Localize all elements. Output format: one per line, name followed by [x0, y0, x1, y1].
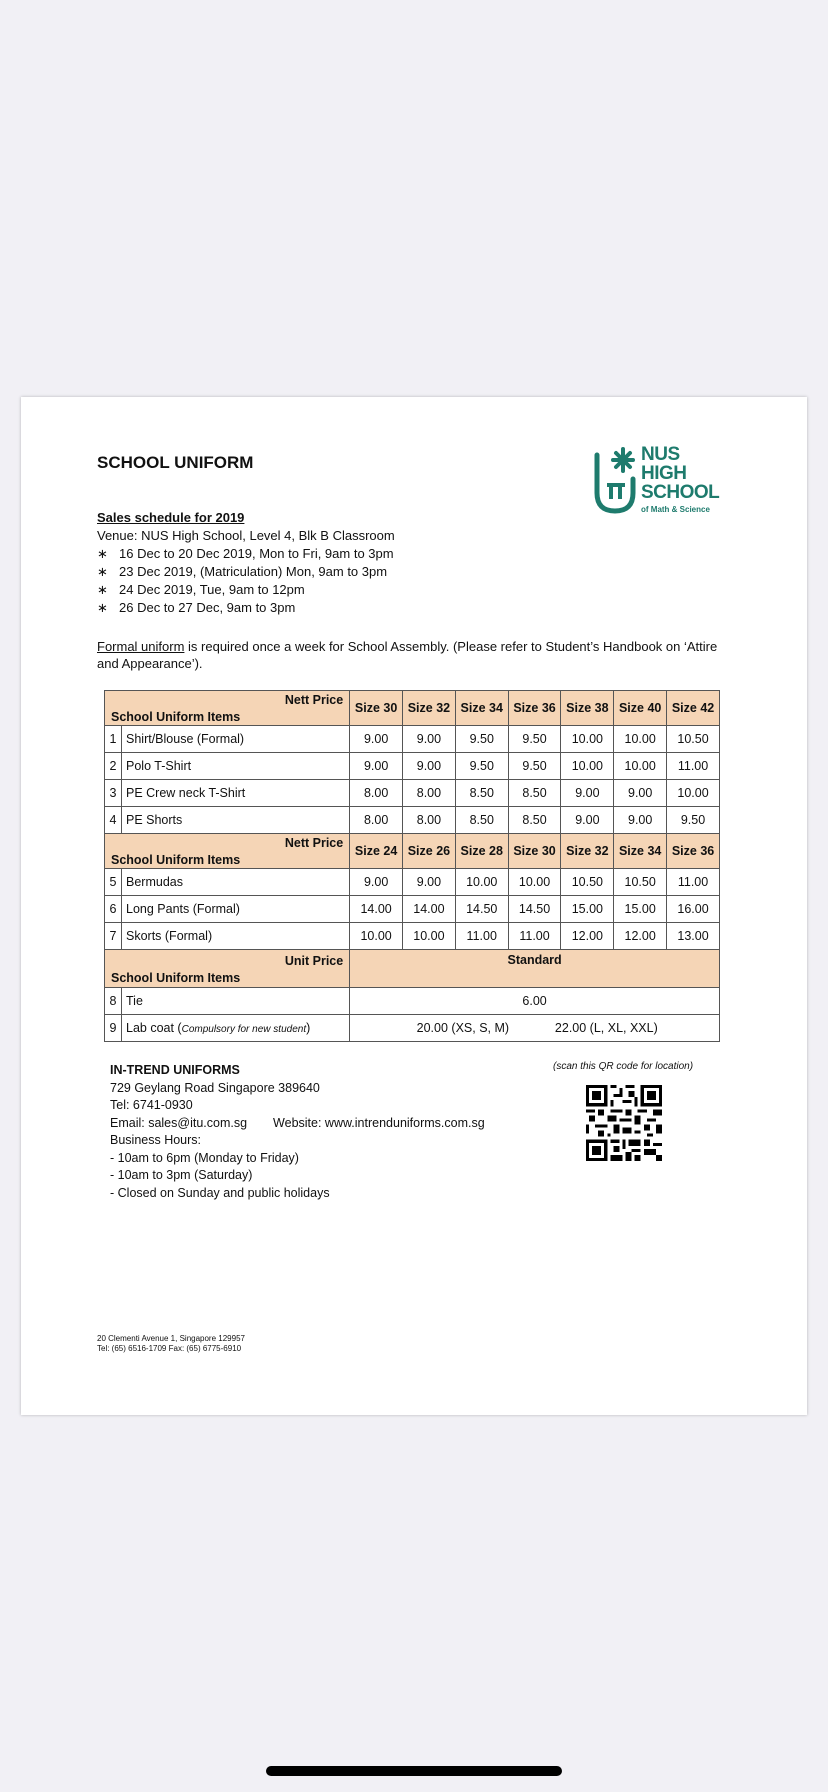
schedule-item-text: 24 Dec 2019, Tue, 9am to 12pm — [119, 582, 305, 597]
size-header: Size 32 — [403, 691, 456, 726]
row-index: 8 — [105, 988, 122, 1015]
header-label-cell — [105, 834, 350, 869]
price-cell: 9.00 — [403, 869, 456, 896]
lab-coat-price-small: 20.00 (XS, S, M) — [416, 1021, 510, 1035]
price-cell: 10.00 — [561, 726, 614, 753]
size-header: Size 42 — [667, 691, 720, 726]
size-header: Size 32 — [561, 834, 614, 869]
formal-uniform-link: Formal uniform — [97, 639, 185, 654]
lab-coat-note: Compulsory for new student — [181, 1024, 307, 1035]
size-header: Size 40 — [614, 691, 667, 726]
schedule-item-text: 16 Dec to 20 Dec 2019, Mon to Fri, 9am to 3pm — [119, 546, 394, 561]
price-cell: 10.00 — [508, 869, 561, 896]
logo-mark-icon — [593, 445, 639, 517]
table-header-row — [105, 950, 720, 988]
row-index: 6 — [105, 896, 122, 923]
logo-subtitle: of Math & Science — [641, 505, 710, 514]
item-name: Long Pants (Formal) — [122, 896, 350, 923]
row-index: 2 — [105, 753, 122, 780]
header-label-cell — [105, 691, 350, 726]
price-cell: 9.00 — [403, 753, 456, 780]
header-label-cell — [105, 950, 350, 988]
price-cell: 8.00 — [350, 780, 403, 807]
sales-schedule — [97, 509, 395, 617]
schedule-list — [97, 545, 395, 617]
price-cell: 10.00 — [614, 753, 667, 780]
price-cell: 10.00 — [667, 780, 720, 807]
price-cell: 16.00 — [667, 896, 720, 923]
schedule-item — [97, 545, 395, 563]
schedule-item — [97, 599, 395, 617]
logo-line-2: HIGH — [641, 463, 687, 484]
business-hours-item: - 10am to 6pm (Monday to Friday) — [110, 1150, 299, 1165]
unit-price-label: Unit Price — [284, 953, 344, 968]
lab-coat-price-large: 22.00 (L, XL, XXL) — [554, 1021, 658, 1035]
price-cell: 12.00 — [561, 923, 614, 950]
qr-caption: (scan this QR code for location) — [553, 1061, 694, 1072]
footer-address: 20 Clementi Avenue 1, Singapore 129957 — [97, 1334, 245, 1343]
size-header: Size 26 — [403, 834, 456, 869]
row-index: 3 — [105, 780, 122, 807]
item-name: Polo T-Shirt — [122, 753, 350, 780]
item-name: PE Crew neck T-Shirt — [122, 780, 350, 807]
price-cell: 9.50 — [667, 807, 720, 834]
price-cell: 11.00 — [667, 753, 720, 780]
price-cell: 11.00 — [667, 869, 720, 896]
price-cell: 9.00 — [614, 780, 667, 807]
table-row — [105, 923, 720, 950]
schedule-item — [97, 563, 395, 581]
table-header-row — [105, 691, 720, 726]
qr-code-icon[interactable] — [586, 1085, 662, 1161]
vendor-info — [110, 1062, 485, 1202]
price-cell: 9.00 — [350, 726, 403, 753]
item-name: Shirt/Blouse (Formal) — [122, 726, 350, 753]
document-page — [21, 397, 807, 1415]
vendor-address: 729 Geylang Road Singapore 389640 — [110, 1080, 320, 1095]
business-hours-item: - 10am to 3pm (Saturday) — [110, 1168, 253, 1182]
price-group-2 — [105, 834, 720, 950]
table-header-row — [105, 834, 720, 869]
table-row — [105, 780, 720, 807]
price-cell: 9.00 — [403, 726, 456, 753]
price-cell: 9.00 — [614, 807, 667, 834]
price-cell: 10.50 — [561, 869, 614, 896]
price-cell: 10.50 — [667, 726, 720, 753]
price-cell: 9.00 — [561, 807, 614, 834]
document-title: SCHOOL UNIFORM — [97, 453, 254, 472]
price-cell: 11.00 — [508, 923, 561, 950]
table-row — [105, 896, 720, 923]
schedule-venue: Venue: NUS High School, Level 4, Blk B Classroom — [97, 528, 395, 543]
price-cell: 8.50 — [455, 780, 508, 807]
price-cell: 15.00 — [614, 896, 667, 923]
standard-label: Standard — [507, 953, 562, 967]
lab-coat-close: ) — [306, 1021, 311, 1035]
formal-uniform-note — [97, 638, 737, 672]
price-cell: 9.50 — [508, 753, 561, 780]
size-header: Size 28 — [455, 834, 508, 869]
lab-coat-name: Lab coat ( — [126, 1021, 182, 1035]
schedule-heading: Sales schedule for 2019 — [97, 510, 245, 525]
price-cell: 10.00 — [350, 923, 403, 950]
size-header: Size 30 — [508, 834, 561, 869]
bullet-icon: ∗ — [97, 546, 108, 561]
footer-phones: Tel: (65) 6516-1709 Fax: (65) 6775-6910 — [97, 1344, 242, 1353]
row-index: 4 — [105, 807, 122, 834]
items-label: School Uniform Items — [111, 710, 241, 724]
items-label: School Uniform Items — [111, 970, 241, 985]
vendor-name: IN-TREND UNIFORMS — [110, 1063, 240, 1077]
item-name: Skorts (Formal) — [122, 923, 350, 950]
logo-wordmark — [641, 445, 719, 502]
nett-price-label: Nett Price — [284, 836, 344, 850]
item-name: PE Shorts — [122, 807, 350, 834]
price-cell: 10.00 — [455, 869, 508, 896]
tie-price: 6.00 — [350, 988, 720, 1015]
size-header: Size 24 — [350, 834, 403, 869]
row-index: 7 — [105, 923, 122, 950]
size-header: Size 38 — [561, 691, 614, 726]
bullet-icon: ∗ — [97, 600, 108, 615]
vendor-tel: Tel: 6741-0930 — [110, 1098, 193, 1112]
business-hours-item: - Closed on Sunday and public holidays — [110, 1185, 330, 1200]
size-header: Size 34 — [614, 834, 667, 869]
price-group-3 — [105, 950, 720, 1042]
items-label: School Uniform Items — [111, 853, 241, 867]
price-cell: 9.00 — [350, 753, 403, 780]
vendor-contact-line — [110, 1115, 485, 1133]
price-cell: 14.00 — [350, 896, 403, 923]
price-cell: 14.50 — [455, 896, 508, 923]
size-header: Size 34 — [455, 691, 508, 726]
price-cell: 8.50 — [508, 780, 561, 807]
standard-header — [350, 950, 720, 988]
note-text: is required once a week for School Assembly. (Please refer to Student’s Handbook on ‘Attire and Appearance’). — [97, 639, 718, 671]
schedule-item-text: 23 Dec 2019, (Matriculation) Mon, 9am to 3pm — [119, 564, 388, 579]
price-cell: 9.50 — [508, 726, 561, 753]
lab-coat-prices — [350, 1015, 720, 1042]
price-cell: 9.00 — [350, 869, 403, 896]
bullet-icon: ∗ — [97, 564, 108, 579]
table-row — [105, 869, 720, 896]
price-cell: 15.00 — [561, 896, 614, 923]
logo-line-1: NUS — [641, 444, 680, 465]
table-row — [105, 807, 720, 834]
schedule-item-text: 26 Dec to 27 Dec, 9am to 3pm — [119, 600, 296, 615]
size-header: Size 36 — [667, 834, 720, 869]
price-cell: 12.00 — [614, 923, 667, 950]
price-cell: 9.50 — [455, 753, 508, 780]
price-cell: 10.00 — [561, 753, 614, 780]
price-cell: 9.00 — [561, 780, 614, 807]
row-index: 5 — [105, 869, 122, 896]
bullet-icon: ∗ — [97, 582, 108, 597]
price-cell: 10.50 — [614, 869, 667, 896]
price-group-1 — [105, 691, 720, 834]
size-header: Size 36 — [508, 691, 561, 726]
price-cell: 13.00 — [667, 923, 720, 950]
price-cell: 8.00 — [403, 807, 456, 834]
table-row — [105, 988, 720, 1015]
row-index: 1 — [105, 726, 122, 753]
price-cell: 14.50 — [508, 896, 561, 923]
item-name — [122, 1015, 350, 1042]
price-table — [104, 690, 720, 1042]
nett-price-label: Nett Price — [284, 693, 344, 707]
price-cell: 9.50 — [455, 726, 508, 753]
school-logo — [593, 445, 733, 517]
item-name: Tie — [122, 988, 350, 1015]
price-cell: 10.00 — [614, 726, 667, 753]
price-cell: 11.00 — [455, 923, 508, 950]
schedule-item — [97, 581, 395, 599]
price-cell: 8.00 — [350, 807, 403, 834]
business-hours-label: Business Hours: — [110, 1133, 202, 1147]
price-cell: 8.50 — [508, 807, 561, 834]
size-header: Size 30 — [350, 691, 403, 726]
vendor-website: Website: www.intrenduniforms.com.sg — [273, 1115, 485, 1130]
row-index: 9 — [105, 1015, 122, 1042]
table-row — [105, 753, 720, 780]
item-name: Bermudas — [122, 869, 350, 896]
table-row — [105, 1015, 720, 1042]
home-indicator[interactable] — [266, 1766, 562, 1776]
price-cell: 14.00 — [403, 896, 456, 923]
price-cell: 10.00 — [403, 923, 456, 950]
price-cell: 8.00 — [403, 780, 456, 807]
document-footer — [97, 1334, 245, 1354]
vendor-email: Email: sales@itu.com.sg — [110, 1115, 248, 1130]
table-row — [105, 726, 720, 753]
logo-line-3: SCHOOL — [641, 482, 720, 503]
price-cell: 8.50 — [455, 807, 508, 834]
